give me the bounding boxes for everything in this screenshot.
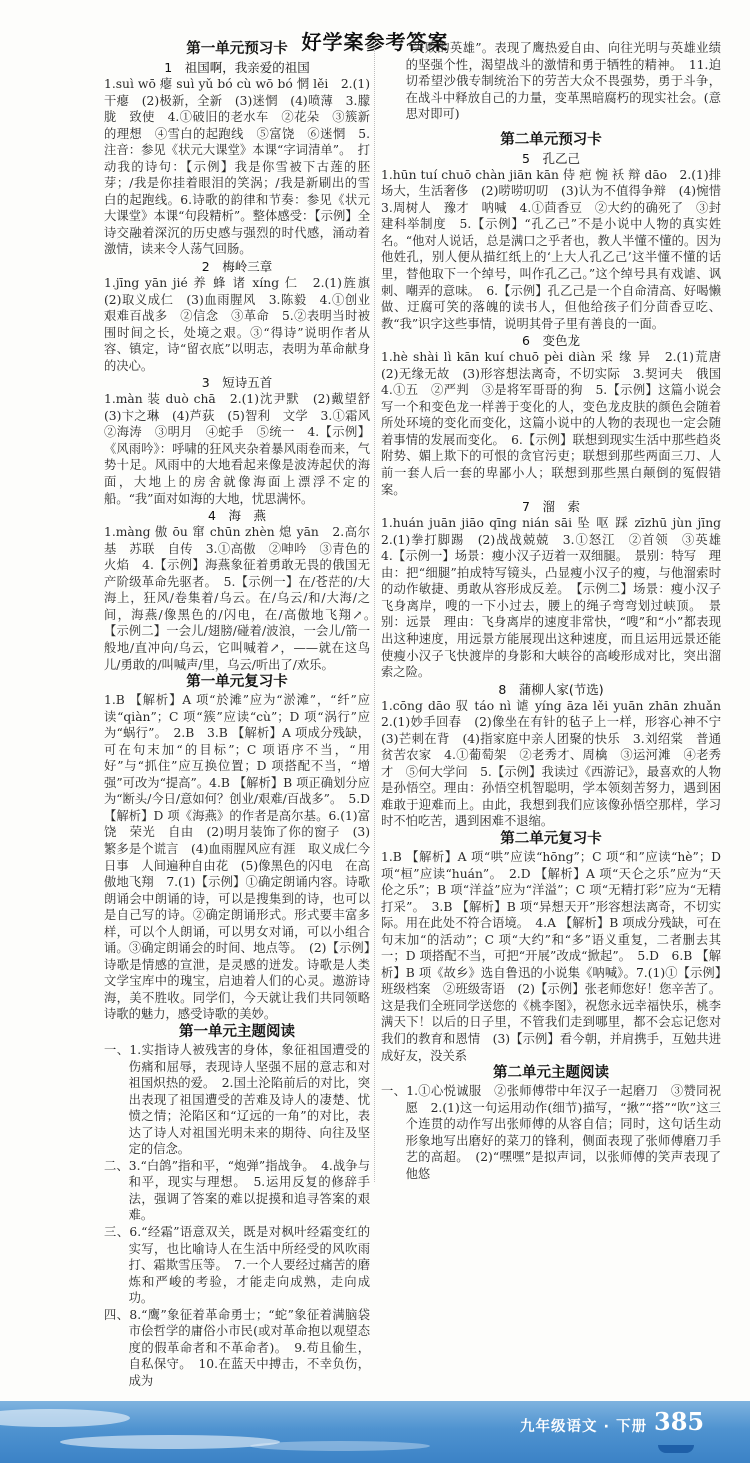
section-heading: 第二单元预习卡: [500, 131, 602, 148]
reading-item: 一、1.①心悦诚服 ②张师傅带中年汉子一起磨刀 ③赞同祝愿 2.(1)这一句运用动作(细节)描写，“揪”“搭”“吹”这三个连贯的动作写出张师傅的从容自信；同时，这句话生动形象地写出磨好的菜刀的锋利，侧面表现了张师傅磨刀手艺的高超。 (2)“嘿嘿”是拟声词，以张师傅的笑声表现了他悠: [381, 1084, 721, 1181]
reading-item: 三、6.“经霜”语意双关，既是对枫叶经霜变红的实写，也比喻诗人在生活中所经受的风吹雨打、霜欺雪压等。 7.一个人要经过痛苦的磨炼和严峻的考验，才能走向成熟，走向成功。: [104, 1225, 370, 1306]
answer-paragraph: 1.jīng yān jié 养 蜂 诸 xíng 仁 2.(1)旌旗 (2)取义成仁 (3)血雨腥风 3.陈毅 4.①创业艰难百战多 ②信念 ③革命 5.②表明当时被围时间之长，处境之艰。③“得诗”说明作者从容、镇定，诗“留衣底”以明志，表明为革命献身的决心。: [104, 276, 383, 373]
section-heading: 第一单元复习卡: [186, 674, 288, 691]
lesson-heading: 8 蒲柳人家(节选): [498, 681, 604, 697]
right-column: [374, 40, 734, 1182]
reading-item: 一、1.实指诗人被残害的身体，象征祖国遭受的伤痛和屈辱，表现诗人坚强不屈的意志和对祖国炽热的爱。 2.国土沦陷前后的对比，突出表现了祖国遭受的苦难及诗人的凄楚、忧愤之情；沦陷区和“辽远的一角”的对比，表达了诗人对祖国光明未来的期待、向往及坚定的信念。: [104, 1042, 370, 1157]
answer-columns: [0, 40, 750, 1401]
book-name: 九年级语文 · 下册: [520, 1419, 648, 1436]
lesson-heading: 3 短诗五首: [201, 375, 273, 391]
section-heading: 第一单元主题阅读: [179, 1023, 295, 1040]
answer-paragraph: 1.B 【解析】A 项“哄”应读“hōng”；C 项“和”应读“hè”；D 项“桓”应读“huán”。 2.D 【解析】A 项“天仑之乐”应为“天伦之乐”；B 项“洋益”应为“洋溢”；C 项“无精打彩”应为“无精打采”。 3.B 【解析】B 项“异想天开”形容想法离奇，不切实际。用在此处不符合语境。 4.A 【解析】B 项成分残缺，可在句末加“的活动”；C 项“大约”和“多”语义重复，二者删去其一；D 项搭配不当，可把“开展”改成“掀起”。 5.D 6.B 【解析】B 项《故乡》选自鲁迅的小说集《呐喊》。7.(1)①【示例】班级档案 ②班级寄语 (2)【示例】张老师您好！您辛苦了。这是我们全班同学送您的《桃李图》，祝您永远幸福快乐，桃李满天下！以后的日子里，不管我们走到哪里，都不会忘记您对我们的教育和恩情 (3)【示例】看今朝，并肩携手，互勉共进成好友，没关系: [381, 849, 721, 1063]
section-heading: 第二单元主题阅读: [493, 1065, 609, 1082]
reading-item: 四、8.“鹰”象征着革命勇士；“蛇”象征着满脑袋市侩哲学的庸俗小市民(或对革命抱以观望态度的假革命者和不革命者)。 9.苟且偷生，自私保守。 10.在蓝天中搏击，不幸负伤，成为: [104, 1307, 370, 1388]
answer-paragraph: 1.huán juān jiāo qīng nián sāi 坠 呕 踩 zīzhū jùn jīng 2.(1)拳打脚踢 (2)战战兢兢 3.①怒江 ②首领 ③英雄 4.【示例一】场景：瘦小汉子迈着一双细腿。 景别：特写 理由：把“细腿”拍成特写镜头，凸显瘦小汉子的瘦，与他溜索时的动作敏捷、勇敢从容形成反差。 【示例二】场景：瘦小汉子飞身离岸，嗖的一下小过去，腰上的绳子弯弯划过峡顶。 景别：远景 理由：飞身离岸的速度非常快，“嗖”和“小”都表现出这种速度，用远景方能展现出这种速度，而且运用远景还能使瘦小汉子飞快渡岸的身影和大峡谷的高峻形成对比，突出溜索之险。: [381, 516, 734, 680]
answer-paragraph: 1.B 【解析】A 项“於滩”应为“淤滩”，“纤”应读“qiàn”；C 项“簇”应读“cù”；D 项“涡行”应为“蜗行”。 2.B 3.B 【解析】A 项成分残缺，可在句末加“的目标”；C 项语序不当，“用好”与“抓住”应互换位置；D 项搭配不当，“增强”可改为“提高”。4.B 【解析】B 项正确划分应为“断头/今日/意如何？创业/艰难/百战多”。 5.D 【解析】D 项《海燕》的作者是高尔基。6.(1)富饶 荣光 自由 (2)明月装饰了你的窗子 (3)繁多是个谎言 (4)血雨腥风应有涯 取义成仁今日事 人间遍种自由花 (5)像黑色的闪电 在高傲地飞翔 7.(1)【示例】①确定朗诵内容。诗歌朗诵会中朗诵的诗，可以是搜集到的诗，也可以是自己写的诗。②确定朗诵形式。形式要丰富多样，可以个人朗诵，可以男女对诵，可以小组合诵。③确定朗诵会的时间、地点等。 (2)【示例】诗歌是情感的宣泄，是灵感的迸发。诗歌是人类文学宝库中的瑰宝，启迪着人们的心灵。遨游诗海，美不胜收。同学们，今天就让我们共同领略诗歌的魅力，感受诗歌的美妙。: [104, 693, 370, 1022]
answer-paragraph: 1.cōng dāo 驭 táo nì 谑 yíng āza lěi yuān zhān zhuǎn 2.(1)妙手回春 (2)像坐在有针的毡子上一样，形容心神不宁 (3)芒刺在背 (4)指家庭中亲人团聚的快乐 3.刘绍棠 普通贫苦农家 4.①葡萄架 ②老秀才、周檎 ③运河滩 ④老秀才 ⑤何大学问 5.【示例】我读过《西游记》，最喜欢的人物是孙悟空。理由：孙悟空机智聪明，学本领刻苦努力，遇到困难敢于迎难而上。由此，我想到我们应该像孙悟空那样，学习时不怕吃苦，遇到困难不退缩。: [381, 698, 734, 829]
answer-paragraph: 1.hè shài lì kān kuí chuō pèi diàn 采 缘 异 2.(1)荒唐 (2)无缘无故 (3)形容想法离奇，不切实际 3.契诃夫 俄国 4.①五 ②严判 ③是将军哥哥的狗 5.【示例】这篇小说会写一个和变色龙一样善于变化的人，变色龙皮肤的颜色会随着所处环境的变化而变化，这篇小说中的人物的表现也一定会随着事情的发展而变化。 6.【示例】联想到现实生活中那些趋炎附势、媚上欺下的可恨的贪官污吏；联想到那些两面三刀、人前一套人后一套的卑鄙小人；联想到那些黑白颠倒的冤假错案。: [381, 350, 734, 497]
lesson-heading: 5 孔乙己: [522, 150, 580, 166]
boat-icon: [658, 1445, 694, 1453]
lesson-heading: 7 溜 索: [522, 499, 580, 515]
answer-paragraph: 1.suì wō 瘪 suì yǔ bó cù wō bó 惘 lěi 2.(1)干瘪 (2)极新，全新 (3)迷惘 (4)喷薄 3.朦胧 致使 4.①破旧的老水车 ②花朵 ③簇新的理想 ④雪白的起跑线 ⑤富饶 ⑥迷惘 5.注音：参见《状元大课堂》本课“字词清单”。 打动我的诗句：【示例】我是你雪被下古莲的胚芽；/我是你挂着眼泪的笑涡；/我是新刷出的雪白的起跑线。6.诗歌的韵律和节奏：参见《状元大课堂》本课“句段精析”。整体感受：【示例】全诗交融着深沉的历史感与强烈的时代感，涌动着激情，读来令人荡气回肠。: [104, 77, 370, 257]
lesson-heading: 1 祖国啊，我亲爱的祖国: [164, 60, 310, 75]
lesson-heading: 6 变色龙: [522, 333, 580, 349]
wave-decoration: [0, 1409, 130, 1427]
page-title: 好学案参考答案: [301, 30, 449, 54]
section-heading: 第二单元复习卡: [500, 830, 602, 847]
reading-item-continued: “失败的英雄”。表现了鹰热爱自由、向往光明与英雄业绩的坚强个性，渴望战斗的激情和勇于牺牲的精神。 11.迫切希望沙俄专制统治下的劳苦大众不畏强势，勇于斗争，在战斗中释放自己的力量，变革黑暗腐朽的现实社会。(意思对即可): [405, 41, 721, 122]
footer-wave-band: [0, 1401, 750, 1463]
lesson-heading: 2 梅岭三章: [201, 259, 273, 275]
lesson-heading: 4 海 燕: [208, 508, 266, 524]
answer-paragraph: 1.hūn tuí chuō chàn jiān kān 侍 疤 惋 袄 辩 dāo 2.(1)排场大，生活奢侈 (2)唠唠叨叨 (3)认为不值得争辩 (4)惋惜 3.周树人 豫才 呐喊 4.①茴香豆 ②大约的确死了 ③封建科举制度 5.【示例】“孔乙己”不是小说中人物的真实姓名。“他对人说话，总是满口之乎者也，教人半懂不懂的。因为他姓孔，别人便从描红纸上的‘上大人孔乙己’这半懂不懂的话里，替他取下一个绰号，叫作孔乙己。”这个绰号具有戏谑、讽刺、嘲弄的意味。 6.【示例】孔乙己是一个自命清高、好喝懒做、迂腐可笑的落魄的读书人，但他给孩子们分茴香豆吃、教“我”识字这些事情，说明其骨子里有善良的一面。: [381, 167, 734, 331]
reading-item: 二、3.“白鸽”指和平，“炮弹”指战争。 4.战争与和平，现实与理想。 5.运用反复的修辞手法，强调了答案的难以捉摸和追寻答案的艰难。: [104, 1158, 370, 1223]
answer-paragraph: 1.màn 装 duò chā 2.(1)沈尹默 (2)戴望舒 (3)卞之琳 (4)芦荻 (5)智利 文学 3.①霜风 ②海涛 ③明月 ④蛇手 ⑤统一 4.【示例】《风雨吟》：呼啸的狂风夹杂着暴风雨卷而来，气势十足。风雨中的大地看起来像是波涛起伏的海面，大地上的房舍就像海面上漂浮不定的船。“我”面对如海的大地，忧思满怀。: [104, 392, 383, 506]
section-heading: 第一单元预习卡: [186, 41, 288, 57]
wave-decoration: [250, 1441, 430, 1451]
page-number: 385: [654, 1407, 705, 1437]
answer-paragraph: 1.màng 傲 ōu 窜 chūn zhèn 熄 yān 2.高尔基 苏联 自传 3.①高傲 ②呻吟 ③青色的火焰 4.【示例】海燕象征着勇敢无畏的俄国无产阶级革命先驱者。 5.【示例一】在/苍茫的/大海上，狂风/卷集着/乌云。在/乌云/和/大海/之间，海燕/像黑色的/闪电，在/高傲地飞翔↗。 【示例二】一会儿/翅膀/碰着/波浪，一会儿/箭一般地/直冲向/乌云，它叫喊着↗，——就在这鸟儿/勇敢的/叫喊声/里，乌云/听出了/欢乐。: [104, 525, 383, 672]
wave-decoration: [60, 1435, 280, 1449]
left-column: [104, 40, 383, 1389]
